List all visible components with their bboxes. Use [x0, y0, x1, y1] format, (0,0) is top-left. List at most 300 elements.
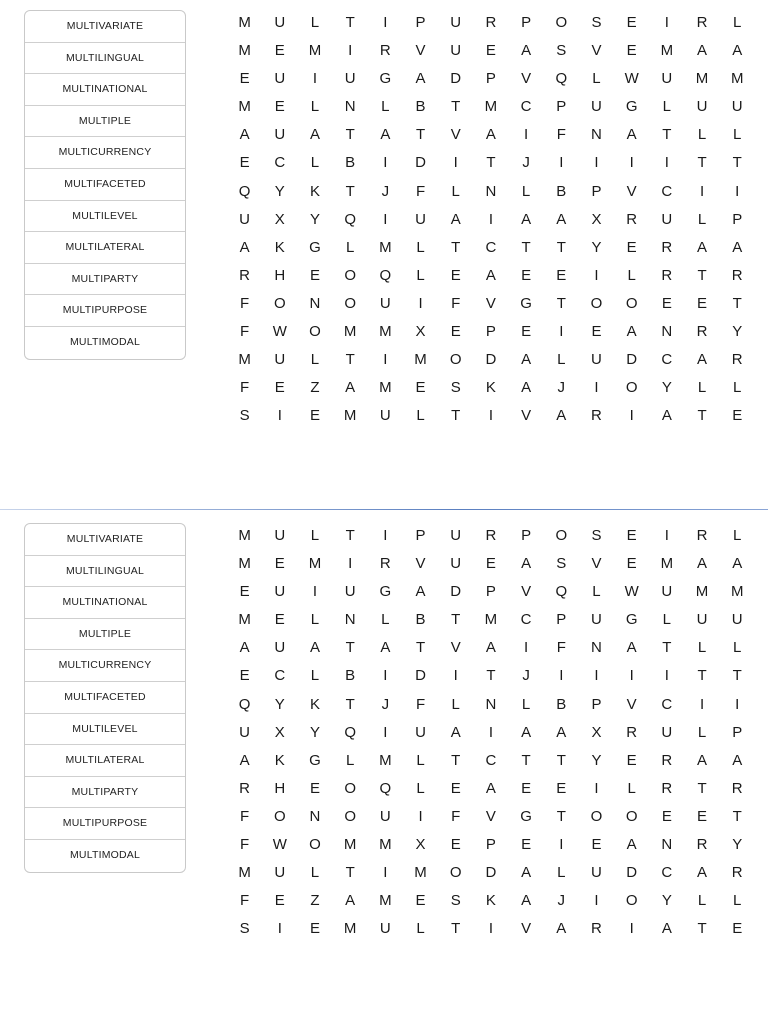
grid-letter: Q — [238, 695, 251, 713]
grid-letter: E — [274, 555, 285, 573]
grid-letter: U — [450, 527, 462, 544]
grid-letter: O — [625, 807, 638, 825]
grid-letter: I — [488, 210, 493, 228]
grid-letter: Y — [732, 323, 743, 341]
grid-letter: D — [485, 864, 497, 882]
grid-letter: E — [450, 779, 461, 797]
grid-letter: P — [732, 210, 743, 228]
grid-letter: N — [661, 323, 673, 341]
grid-letter: A — [521, 351, 532, 369]
grid-letter: S — [239, 920, 250, 938]
grid-letter: R — [379, 555, 391, 573]
grid-letter: Y — [661, 892, 672, 910]
grid-letter: T — [732, 154, 742, 172]
grid-letter: E — [521, 266, 532, 284]
grid-letter: I — [418, 294, 423, 312]
grid-letter: A — [239, 639, 250, 657]
grid-letter: E — [521, 836, 532, 854]
grid-letter: E — [309, 266, 320, 284]
grid-letter: U — [379, 920, 391, 938]
grid-letter: A — [697, 42, 708, 60]
grid-letter: E — [485, 42, 496, 60]
grid-letter: S — [556, 42, 567, 60]
word-list-item: MULTIPURPOSE — [25, 808, 185, 840]
grid-letter: C — [520, 611, 532, 629]
grid-letter: S — [591, 527, 602, 544]
grid-letter: L — [627, 266, 636, 284]
grid-letter: L — [697, 639, 707, 657]
word-list-item: MULTIVARIATE — [25, 524, 185, 556]
grid-letter: E — [415, 892, 426, 910]
grid-letter: T — [451, 407, 461, 425]
grid-letter: U — [239, 210, 251, 228]
grid-letter: M — [660, 555, 674, 573]
grid-letter: V — [521, 407, 532, 425]
grid-letter: I — [383, 667, 388, 685]
grid-letter: E — [732, 407, 743, 425]
grid-letter: M — [238, 14, 251, 31]
grid-letter: I — [594, 266, 599, 284]
grid-letter: A — [309, 639, 320, 657]
grid-letter: N — [485, 695, 497, 713]
grid-letter: O — [449, 864, 462, 882]
grid-letter: R — [696, 14, 708, 31]
grid-letter: L — [733, 527, 742, 544]
grid-letter: A — [521, 723, 532, 741]
grid-letter: R — [731, 779, 743, 797]
grid-letter: E — [732, 920, 743, 938]
grid-letter: I — [559, 667, 564, 685]
grid-letter: C — [661, 182, 673, 200]
grid-letter: P — [415, 527, 426, 544]
grid-letter: O — [590, 807, 603, 825]
grid-letter: E — [556, 266, 567, 284]
grid-letter: Y — [309, 210, 320, 228]
grid-letter: U — [661, 70, 673, 88]
grid-letter: U — [591, 864, 602, 882]
grid-letter: A — [521, 555, 532, 573]
grid-letter: C — [485, 751, 497, 769]
grid-letter: F — [240, 807, 250, 825]
grid-letter: I — [348, 42, 353, 60]
grid-letter: I — [664, 527, 669, 544]
grid-letter: C — [520, 98, 532, 116]
grid-letter: U — [591, 98, 602, 116]
grid-letter: K — [485, 379, 496, 397]
grid-letter: E — [485, 555, 496, 573]
grid-letter: A — [697, 238, 708, 256]
grid-letter: B — [556, 182, 567, 200]
grid-letter: E — [521, 323, 532, 341]
grid-letter: L — [557, 864, 566, 882]
grid-letter: R — [239, 266, 251, 284]
grid-letter: I — [277, 407, 282, 425]
grid-letter: M — [414, 351, 427, 369]
grid-letter: S — [556, 555, 567, 573]
grid-letter: Q — [238, 182, 251, 200]
grid-letter: E — [521, 779, 532, 797]
grid-letter: J — [381, 182, 390, 200]
grid-letter: I — [629, 920, 634, 938]
grid-letter: R — [661, 779, 673, 797]
grid-letter: F — [556, 126, 566, 144]
grid-letter: V — [521, 920, 532, 938]
grid-letter: L — [310, 611, 320, 629]
grid-letter: L — [310, 14, 320, 31]
grid-letter: E — [274, 611, 285, 629]
grid-letter: M — [343, 836, 357, 854]
grid-letter: O — [344, 807, 356, 825]
grid-letter: T — [415, 639, 426, 657]
word-list-item: MULTIPLE — [25, 619, 185, 651]
grid-letter: X — [591, 723, 602, 741]
grid-letter: S — [591, 14, 602, 31]
grid-letter: P — [485, 836, 496, 854]
letter-grid — [227, 9, 755, 430]
grid-letter: M — [308, 555, 322, 573]
grid-letter: E — [450, 323, 461, 341]
grid-letter: E — [415, 379, 426, 397]
grid-letter: O — [555, 527, 568, 544]
grid-letter: Y — [274, 695, 285, 713]
grid-letter: B — [415, 98, 426, 116]
grid-letter: L — [697, 892, 707, 910]
grid-letter: V — [485, 294, 496, 312]
grid-letter: Z — [310, 892, 320, 910]
grid-letter: M — [308, 42, 322, 60]
grid-letter: U — [450, 14, 462, 31]
grid-letter: I — [594, 667, 599, 685]
grid-letter: I — [629, 154, 634, 172]
grid-letter: R — [696, 527, 708, 544]
grid-letter: T — [486, 154, 496, 172]
grid-letter: R — [591, 920, 602, 938]
grid-letter: A — [521, 42, 532, 60]
grid-letter: L — [310, 154, 320, 172]
grid-letter: T — [451, 238, 461, 256]
grid-letter: Y — [661, 379, 672, 397]
grid-letter: H — [274, 779, 286, 797]
grid-letter: T — [697, 154, 707, 172]
grid-letter: A — [309, 126, 320, 144]
grid-letter: E — [661, 294, 672, 312]
grid-letter: L — [697, 723, 707, 741]
grid-letter: A — [380, 126, 391, 144]
grid-letter: I — [594, 379, 599, 397]
grid-letter: M — [238, 527, 251, 544]
grid-letter: W — [272, 323, 287, 341]
grid-letter: G — [625, 611, 638, 629]
grid-letter: N — [309, 807, 321, 825]
grid-letter: U — [415, 723, 426, 741]
grid-letter: A — [450, 723, 461, 741]
grid-letter: A — [485, 639, 496, 657]
grid-letter: A — [521, 379, 532, 397]
grid-letter: U — [661, 723, 673, 741]
grid-letter: M — [695, 70, 709, 88]
grid-letter: O — [590, 294, 603, 312]
grid-letter: P — [521, 14, 532, 31]
word-list — [24, 10, 186, 360]
grid-letter: C — [274, 667, 286, 685]
grid-letter: A — [626, 836, 637, 854]
grid-letter: J — [522, 667, 530, 685]
grid-letter: I — [524, 639, 529, 657]
grid-letter: E — [697, 294, 708, 312]
grid-letter: L — [416, 779, 425, 797]
grid-letter: M — [730, 583, 744, 601]
puzzle-bottom — [0, 513, 768, 1013]
grid-letter: P — [732, 723, 743, 741]
grid-letter: M — [484, 611, 498, 629]
grid-letter: E — [626, 527, 637, 544]
word-list-item: MULTIPARTY — [25, 264, 185, 296]
grid-letter: T — [486, 667, 496, 685]
grid-letter: A — [661, 920, 672, 938]
grid-letter: I — [699, 695, 705, 713]
grid-letter: G — [309, 751, 321, 769]
grid-letter: R — [731, 266, 743, 284]
grid-letter: Q — [344, 723, 356, 741]
word-list-item: MULTILINGUAL — [25, 43, 185, 75]
grid-letter: O — [555, 14, 568, 31]
grid-letter: U — [696, 611, 708, 629]
grid-letter: T — [345, 351, 355, 369]
grid-letter: L — [310, 527, 320, 544]
grid-letter: U — [239, 723, 251, 741]
grid-letter: T — [345, 14, 355, 31]
grid-letter: K — [485, 892, 496, 910]
grid-letter: I — [383, 210, 388, 228]
grid-letter: Q — [379, 266, 392, 284]
grid-letter: R — [485, 527, 497, 544]
word-list-item: MULTICURRENCY — [25, 650, 185, 682]
grid-letter: T — [732, 294, 742, 312]
grid-letter: L — [592, 70, 601, 88]
grid-letter: L — [697, 379, 707, 397]
grid-letter: M — [379, 379, 392, 397]
grid-letter: I — [524, 126, 529, 144]
grid-letter: I — [488, 723, 493, 741]
grid-letter: D — [626, 351, 638, 369]
grid-letter: I — [312, 70, 318, 88]
grid-letter: H — [274, 266, 286, 284]
grid-letter: K — [274, 751, 285, 769]
grid-letter: Y — [591, 238, 602, 256]
grid-letter: I — [383, 527, 388, 544]
grid-letter: R — [379, 42, 391, 60]
grid-letter: L — [310, 864, 320, 882]
grid-letter: N — [344, 611, 356, 629]
grid-letter: V — [591, 555, 602, 573]
grid-letter: V — [591, 42, 602, 60]
grid-letter: T — [345, 695, 355, 713]
grid-letter: A — [732, 751, 743, 769]
grid-letter: L — [733, 126, 742, 144]
grid-letter: A — [485, 266, 496, 284]
grid-letter: I — [383, 154, 388, 172]
grid-letter: F — [415, 182, 426, 200]
grid-letter: M — [238, 864, 251, 882]
grid-letter: N — [591, 126, 602, 144]
grid-letter: M — [238, 555, 251, 573]
letter-grid — [227, 522, 755, 943]
grid-letter: R — [696, 323, 708, 341]
grid-letter: L — [733, 14, 742, 31]
grid-letter: T — [451, 98, 461, 116]
word-list-item: MULTIMODAL — [69, 335, 141, 348]
grid-letter: K — [309, 182, 320, 200]
grid-letter: C — [661, 864, 673, 882]
grid-letter: L — [381, 98, 390, 116]
grid-letter: I — [664, 667, 669, 685]
grid-letter: T — [556, 807, 566, 825]
grid-letter: D — [485, 351, 497, 369]
grid-letter: I — [735, 182, 740, 200]
grid-letter: D — [415, 667, 426, 685]
grid-letter: U — [379, 294, 391, 312]
grid-letter: R — [696, 836, 708, 854]
grid-letter: U — [731, 98, 743, 116]
grid-letter: R — [731, 351, 743, 369]
grid-letter: Y — [309, 723, 320, 741]
grid-letter: F — [240, 836, 250, 854]
grid-letter: S — [450, 892, 461, 910]
grid-letter: A — [345, 892, 356, 910]
grid-letter: M — [695, 583, 709, 601]
grid-letter: R — [239, 779, 251, 797]
grid-letter: N — [309, 294, 321, 312]
grid-letter: I — [559, 836, 564, 854]
grid-letter: T — [697, 779, 707, 797]
grid-letter: N — [591, 639, 602, 657]
grid-letter: O — [625, 892, 638, 910]
grid-letter: E — [309, 407, 320, 425]
grid-letter: T — [697, 266, 707, 284]
grid-letter: A — [732, 555, 743, 573]
grid-letter: V — [450, 126, 461, 144]
grid-letter: T — [697, 667, 707, 685]
grid-letter: K — [274, 238, 285, 256]
grid-letter: I — [594, 154, 599, 172]
grid-letter: I — [664, 14, 669, 31]
word-list-item: MULTIPLE — [25, 106, 185, 138]
grid-letter: I — [735, 695, 740, 713]
word-list-item: MULTIPARTY — [25, 777, 185, 809]
grid-letter: U — [450, 555, 462, 573]
grid-letter: E — [274, 379, 285, 397]
grid-letter: F — [240, 892, 250, 910]
grid-letter: U — [274, 70, 286, 88]
grid-letter: A — [556, 407, 567, 425]
grid-letter: M — [238, 611, 251, 629]
grid-letter: U — [274, 639, 286, 657]
puzzle-top — [0, 0, 768, 500]
grid-letter: L — [416, 407, 425, 425]
grid-letter: I — [418, 807, 423, 825]
grid-letter: V — [415, 555, 426, 573]
grid-letter: P — [485, 583, 496, 601]
grid-letter: U — [274, 864, 286, 882]
grid-letter: L — [733, 892, 742, 910]
grid-letter: U — [379, 407, 391, 425]
grid-letter: T — [556, 294, 566, 312]
grid-letter: I — [629, 407, 634, 425]
grid-letter: U — [344, 583, 356, 601]
grid-letter: A — [732, 238, 743, 256]
grid-letter: V — [485, 807, 496, 825]
grid-letter: F — [556, 639, 566, 657]
word-list-item: MULTINATIONAL — [25, 74, 185, 106]
grid-letter: M — [343, 407, 357, 425]
grid-letter: M — [414, 864, 427, 882]
grid-letter: U — [274, 351, 286, 369]
grid-letter: E — [450, 266, 461, 284]
grid-letter: L — [521, 182, 531, 200]
grid-letter: R — [591, 407, 602, 425]
grid-letter: I — [312, 583, 318, 601]
grid-letter: V — [626, 695, 637, 713]
grid-letter: E — [591, 836, 602, 854]
word-list-item: MULTIFACETED — [25, 169, 185, 201]
grid-letter: L — [381, 611, 390, 629]
grid-letter: M — [379, 751, 392, 769]
grid-letter: A — [415, 583, 426, 601]
grid-letter: G — [520, 807, 532, 825]
grid-letter: Y — [732, 836, 743, 854]
grid-letter: R — [661, 238, 673, 256]
word-list-item: MULTIVARIATE — [25, 11, 185, 43]
grid-letter: E — [626, 238, 637, 256]
grid-letter: M — [730, 70, 744, 88]
grid-letter: T — [697, 407, 707, 425]
grid-letter: R — [626, 210, 638, 228]
grid-letter: A — [626, 639, 637, 657]
grid-letter: G — [625, 98, 638, 116]
grid-letter: A — [239, 238, 250, 256]
grid-letter: T — [345, 126, 355, 144]
grid-letter: Q — [379, 779, 392, 797]
grid-letter: L — [451, 182, 460, 200]
grid-letter: T — [345, 864, 355, 882]
grid-letter: I — [383, 864, 388, 882]
grid-letter: M — [379, 892, 392, 910]
grid-letter: L — [697, 126, 707, 144]
word-list-item: MULTILATERAL — [25, 232, 185, 264]
word-list-item: MULTIPURPOSE — [25, 295, 185, 327]
grid-letter: R — [661, 266, 673, 284]
grid-letter: I — [488, 407, 493, 425]
grid-letter: E — [274, 42, 285, 60]
grid-letter: T — [662, 126, 672, 144]
grid-letter: M — [379, 836, 392, 854]
grid-letter: J — [522, 154, 530, 172]
grid-letter: E — [697, 807, 708, 825]
grid-letter: Y — [274, 182, 285, 200]
grid-letter: E — [450, 836, 461, 854]
grid-letter: R — [661, 751, 673, 769]
grid-letter: C — [274, 154, 286, 172]
grid-letter: I — [383, 351, 388, 369]
grid-letter: M — [238, 42, 251, 60]
grid-letter: I — [383, 14, 388, 31]
grid-letter: J — [557, 379, 566, 397]
grid-letter: O — [449, 351, 462, 369]
grid-letter: F — [451, 294, 461, 312]
grid-letter: E — [626, 751, 637, 769]
grid-letter: K — [309, 695, 320, 713]
grid-letter: X — [274, 210, 285, 228]
